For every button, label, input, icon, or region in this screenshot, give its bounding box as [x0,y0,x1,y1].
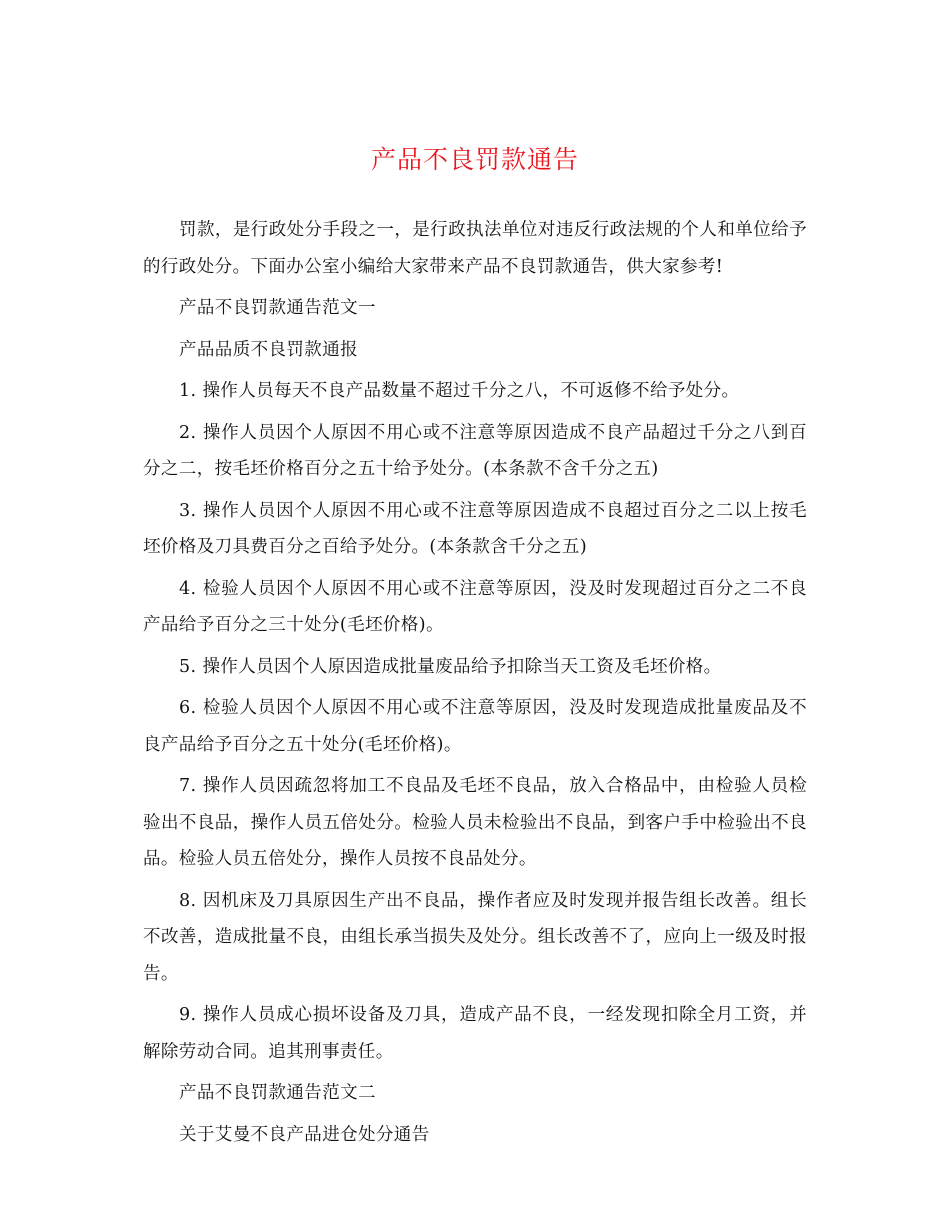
document-body [143,212,807,1153]
paragraph-rule-8: 8. 因机床及刀具原因生产出不良品，操作者应及时发现并报告组长改善。组长不改善，造成批量不良，由组长承当损失及处分。组长改善不了，应向上一级及时报告。 [143,890,807,984]
paragraph-rule-9: 9. 操作人员成心损坏设备及刀具，造成产品不良，一经发现扣除全月工资，并解除劳动合同。追其刑事责任。 [143,1005,807,1062]
paragraph-rule-3: 3. 操作人员因个人原因不用心或不注意等原因造成不良超过百分之二以上按毛坯价格及刀具费百分之百给予处分。(本条款含千分之五) [143,500,807,557]
document-title: 产品不良罚款通告 [370,145,579,174]
paragraph-notice-two-title: 关于艾曼不良产品进仓处分通告 [179,1124,430,1145]
paragraph-rule-2: 2. 操作人员因个人原因不用心或不注意等原因造成不良产品超过千分之八到百分之二，按毛坯价格百分之五十给予处分。(本条款不含千分之五) [143,422,807,479]
paragraph-rule-4: 4. 检验人员因个人原因不用心或不注意等原因，没及时发现超过百分之二不良产品给予百分之三十处分(毛坯价格)。 [143,578,807,635]
paragraph-sample-one-heading: 产品不良罚款通告范文一 [179,298,376,318]
paragraph-notice-title: 产品品质不良罚款通报 [179,339,358,360]
paragraph-intro: 罚款，是行政处分手段之一，是行政执法单位对违反行政法规的个人和单位给予的行政处分。下面办公室小编给大家带来产品不良罚款通告，供大家参考! [143,220,807,277]
paragraph-sample-two-heading: 产品不良罚款通告范文二 [179,1083,376,1103]
paragraph-rule-1: 1. 操作人员每天不良产品数量不超过千分之八，不可返修不给予处分。 [179,381,740,401]
paragraph-rule-7: 7. 操作人员因疏忽将加工不良品及毛坯不良品，放入合格品中，由检验人员检验出不良品，操作人员五倍处分。检验人员未检验出不良品，到客户手中检验出不良品。检验人员五倍处分，操作人员按不良品处分。 [143,776,807,869]
paragraph-rule-6: 6. 检验人员因个人原因不用心或不注意等原因，没及时发现造成批量废品及不良产品给予百分之五十处分(毛坯价格)。 [143,698,807,755]
paragraph-rule-5: 5. 操作人员因个人原因造成批量废品给予扣除当天工资及毛坯价格。 [179,656,722,677]
